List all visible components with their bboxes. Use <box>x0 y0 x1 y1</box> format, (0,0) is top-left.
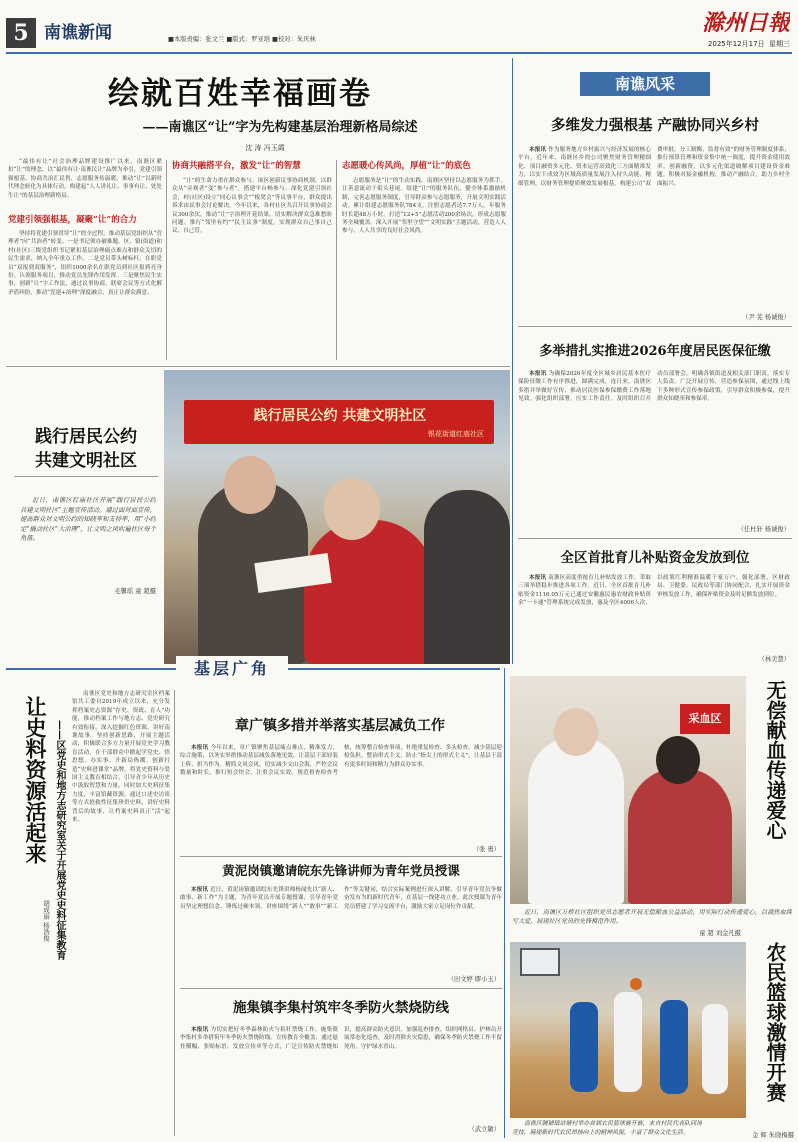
section-text-1: 坚持将党建引领贯穿“让”的全过程，推动基层党组织从“管理者”向“共治者”转变。一是书记领办破难题。区、镇(街道)和村(社区)三级党组织书记紧扣基层治理痛点难点和群众关切的民生需求，纳入全年重点工作。二是党员带头树标杆。在职党员“双报到双服务”，组织1000余名在职党员到社区报到亮身份、认领服务项目，推动党员先锋作用发挥。三是聚焦民生实事，创新“让”字工作法，通过议事协商、联席会议等方式化解矛盾纠纷，推动“党建+治理”深度融合，真正让群众满意。 <box>8 231 162 296</box>
player-1 <box>570 1002 598 1092</box>
photo-story-caption: 近日，南谯区红庙社区开展“践行居民公约 共建文明社区”主题宣传活动。通过面对面宣传，提高群众对文明公约的知晓率和支持率，用“小约定”撬动社区“大治理”，让文明之风吹遍社区每个角落。 <box>20 497 156 542</box>
left-story-subtitle: ——区党史和地方志研究室关于开展党史史料征集教育 <box>54 720 65 960</box>
news-2-body: 近日，黄泥岗镇邀请皖东先锋讲师杨闻先以“新人、敢事、新工作”为主题，为青年党员开展专题授课，引导青年党员坚定理想信念、锤炼过硬本领。讲座围绕“新人”“敢事”“新工作”等关键词，结合实际案例进行深入讲解，引导青年党员争做奋发有为的新时代青年，在基层一线建功立业。此次授课为青年党员搭建了学习交流平台，激励大家立足岗位作贡献。 <box>180 887 502 910</box>
news-1-text <box>180 744 502 842</box>
left-story-title: 让史料资源活起来 <box>23 696 48 864</box>
column-badge: 南谯风采 <box>580 72 710 96</box>
photo-col-divider <box>504 668 505 1138</box>
article-2-title: 多举措扎实推进2026年度居民医保征缴 <box>539 344 771 359</box>
event-banner-text: 践行居民公约 共建文明社区 <box>253 408 427 424</box>
lead-byline: 沈 涛 冯玉霞 <box>245 144 285 152</box>
section-heading-3: 志愿暖心传风尚，厚植“让”的底色 <box>342 161 471 171</box>
bottom-col-divider <box>174 690 175 1136</box>
article-1-tag: 本报讯 <box>529 147 547 153</box>
blood-donation-photo <box>510 676 746 904</box>
event-banner <box>184 400 494 444</box>
news-1-byline: （张 勇） <box>472 846 500 853</box>
article-3-tag: 本报讯 <box>529 575 547 581</box>
section-text-2: “让”的生命力重在群众参与。该区创新议事协商机制，以群众从“旁观者”变“参与者”，搭建平台畅参与。深化党建引领社会，村(社区)设立“同心议事会”“板凳会”等议事平台，群众提出诉求由议事会讨论解决。今年以来，各村社区共召开议事协商会议300余次，推动“让”字治理开花结果，切实解决群众急难愁盼问题。推行“邻里有约”“民主议事”制度，实现群众自己事自己议、自己管。 <box>172 178 332 235</box>
article-1-body: 作为服务地方乡村振兴与经济发展的核心平台，近年来，南谯区乡投公司聚焦财务管理精细化、项目融资多元化、资本运营高效化三方面精准发力，以实干成效为区域高质量发展注入持久动能。精细管理，以财务管理提质聚效发展根基。构建公司“双费审批、分工制衡、监督有效”的财务管理制度体系，推行预算管理和资金集中统一调度，提升资金使用效率。创新融资，以多元化渠道破解项目建设资金难题。积极对接金融机构，推动产融结合，助力乡村全面振兴。 <box>518 147 790 187</box>
photo-story-title-1: 践行居民公约 <box>35 427 137 447</box>
blood-donation-caption: 近日，南谯区万桥社区组织党员志愿者开展无偿献血公益活动，用实际行动传递爱心，以滴热血续写大爱，展现社区党员的先锋模范作用。 <box>512 909 792 926</box>
left-story-text: 南谯区党史和地方志研究室区档案馆共工委自2019年成立以来，充分发挥档案史志资源“存史、资政、育人”功能，推动档案工作与地方志、党史研究有效衔接，深入挖掘红色资源，讲好南谯故事。坚持创新思路，开展主题活动，积极联合多方力量开展党史学习教育活动，在干部群众中掀起学党史、悟思想、办实事、开新局热潮。创新打造“史料进课堂”品牌，将党史资料与爱国主义教育相结合，引导青少年从历史中汲取智慧和力量。同时加大史料征集力度，丰富馆藏资源，通过口述史访谈等方式抢救性征集珍贵史料，讲好史料背后的故事，让档案史料真正“活”起来。 <box>72 691 170 824</box>
page-number: 5 <box>6 18 36 48</box>
col-divider-2 <box>336 160 337 360</box>
photo-story-rule <box>14 476 158 477</box>
player-3 <box>660 1000 688 1094</box>
player-2 <box>614 992 642 1092</box>
article-2-byline: （任杜轩 杨诚俊） <box>737 526 790 533</box>
event-banner-subtext: 银花街道红庙社区 <box>428 430 484 438</box>
news-2-title: 黄泥岗镇邀请皖东先锋讲师为青年党员授课 <box>222 863 460 878</box>
photo-story-title-2: 共建文明社区 <box>35 451 137 471</box>
article-1-title: 多维发力强根基 产融协同兴乡村 <box>550 117 760 134</box>
lead-subtitle: ——南谯区“让”字为先构建基层治理新格局综述 <box>142 120 418 135</box>
right-col-divider <box>512 58 513 664</box>
issue-date: 2025年12月17日 星期三 <box>707 40 790 48</box>
basketball <box>630 978 642 990</box>
blood-donation-credit: 童 超 刘金凡摄 <box>699 930 741 937</box>
article-1-rule <box>518 326 792 327</box>
basketball-credit: 金 辉 朱晓梅摄 <box>752 1132 794 1139</box>
article-3-body: 南谯区高度重视育儿补贴发放工作，采取三项举措稳步推进各项工作。近日，全区首批育儿补贴资金1116.05万元已通过安徽惠民惠农财政补贴资金“一卡通”管理系统完成发放，惠及全区4006人次，以政策红利精准温暖千家万户。强化部署，区财政局、卫健委、民政局等部门协同配合，扎实开展资金审核发放工作，确保补贴资金及时足额发放到位。 <box>518 575 790 607</box>
lead-bottom-rule <box>6 366 510 367</box>
news-2-rule <box>180 988 502 989</box>
news-2-tag: 本报讯 <box>191 887 209 893</box>
news-3-body: 为切实把好冬季森林防火与秸秆禁烧工作，施集镇李集村多举措筑牢冬季防火禁烧防线。宣传教育全覆盖，通过悬挂横幅、张贴标语、发放宣传单等方式，广泛宣传防火禁烧知识，提高群众防火意识。加强巡查排查，组织网格员、护林员开展常态化巡查，及时消除火灾隐患，确保冬季防火禁烧工作不留死角，守护绿水青山。 <box>180 1027 502 1050</box>
article-3-text <box>518 574 790 654</box>
news-2-text <box>180 886 502 972</box>
article-2-rule <box>518 538 792 539</box>
basketball-caption: 南谯区腰铺镇站塘村举办首届农民篮球赛开赛，来自村民代表队同场竞技，展现新时代农民昂扬向上的精神风貌，丰富了群众文化生活。 <box>512 1121 702 1136</box>
article-1-byline: （尹 芜 杨诚俊） <box>741 314 790 321</box>
article-1-text <box>518 146 790 310</box>
donor-head <box>656 736 700 784</box>
news-1-rule <box>180 856 502 857</box>
player-4 <box>702 1004 728 1094</box>
nurse-figure <box>528 736 624 904</box>
lead-intro: “最伟有让”社会治理品牌建设推广以来，南谯区紧扣“让”的理念，以“最伟有让·南谯民让”品牌为牵引，党建引领强根基、协商共治汇民智、志愿服务传温暖，推动“让”以新时代理念转化为具体行动，构建起“人人讲礼让、事事有让、处处生让”的基层治理新格局。 <box>8 159 162 199</box>
background-crowd <box>424 490 510 664</box>
jiceng-badge: 基层广角 <box>176 656 288 682</box>
article-3-title: 全区首批育儿补贴资金发放到位 <box>560 550 750 566</box>
editors-line: ■本版责编：张文兰 ■版式：罗亚培 ■校对：朱庆林 <box>168 36 316 43</box>
section-heading-2: 协商共融搭平台，激发“让”的智慧 <box>172 161 301 171</box>
article-2-text <box>518 370 790 522</box>
blood-booth-sign: 采血区 <box>680 704 730 734</box>
nurse-head <box>554 708 598 756</box>
news-3-text <box>180 1026 502 1124</box>
section-heading-1: 党建引领强根基，凝聚“让”的合力 <box>8 215 137 225</box>
news-1-tag: 本报讯 <box>191 745 209 751</box>
community-event-photo <box>164 370 510 664</box>
donor-figure <box>628 768 732 904</box>
section-text-3: 志愿服务是“让”的生动实践。南谯区坚持以志愿服务为抓手，让善意流动于街头巷尾。组建“让”的服务队伍，健全体系激励机制，完善志愿服务制度，引导群众参与志愿服务，开展文明实践活动。累计组建志愿服务队784支，注册志愿者达7.7万人，年服务时长超48万小时。打造“12+5”志愿活动200余场次，形成志愿服务全城覆盖。深入开展“邻里守望”“文明实践”主题活动，营造人人参与、人人共享的良好社会风尚。 <box>342 178 506 235</box>
news-3-tag: 本报讯 <box>191 1027 209 1033</box>
paper-name: 滁州日報 <box>701 10 790 36</box>
blood-donation-title: 无偿献血传递爱心 <box>763 680 787 840</box>
news-1-body: 今年以来，章广镇聚焦基层痛点难点，精准发力，综合施策，以务实举措推动基层减负落地见效，让基层干部轻装上阵、担当作为。精简文风会风，切实减少文山会海，严控会议数量和时长，推行短会快会，注重会议实效。规范督查检查考核，统筹整合检查事项，杜绝重复检查、多头检查，减少基层迎检负担。整治形式主义，防止“指尖上的形式主义”，让基层干部有更多时间和精力为群众办实事。 <box>180 745 502 777</box>
basketball-title: 农民篮球激情开赛 <box>763 942 787 1102</box>
news-2-byline: （田文婷 缪小玉） <box>447 976 500 983</box>
volunteer-head <box>324 478 380 540</box>
article-3-byline: （林美慧） <box>758 656 790 663</box>
masthead-rule <box>6 52 792 54</box>
section-title: 南谯新闻 <box>44 23 112 43</box>
volunteer-figure <box>304 520 434 664</box>
basketball-photo <box>510 942 746 1118</box>
left-story-byline: 胡成丽 杨浩俊 <box>42 900 50 942</box>
news-3-byline: （武立敏） <box>468 1126 500 1133</box>
lead-title: 绘就百姓幸福画卷 <box>108 76 372 112</box>
news-3-title: 施集镇李集村筑牢冬季防火禁烧防线 <box>233 1000 449 1016</box>
article-2-body: 为确保2026年度全区城乡居民基本医疗保险征缴工作有序推进，圆满完成，连日来，南谯区多措并举做好宣传、推动居民医保参保缴费工作落地见效。强化组织部署，压实工作责任。及时组织召开动员部署会，明确各镇街道及相关部门职责，落实专人负责。广泛开展宣传，营造参保氛围，通过线上线下多种形式宣传参保政策，引导群众积极参保，提升群众知晓率和参保率。 <box>518 371 790 403</box>
article-2-tag: 本报讯 <box>529 371 547 377</box>
backboard <box>520 948 560 976</box>
photo-story-credit: 毛馨瑶 童 超摄 <box>114 588 156 595</box>
news-1-title: 章广镇多措并举落实基层减负工作 <box>235 718 445 734</box>
elderly-man-head <box>224 456 276 514</box>
col-divider-1 <box>166 160 167 360</box>
